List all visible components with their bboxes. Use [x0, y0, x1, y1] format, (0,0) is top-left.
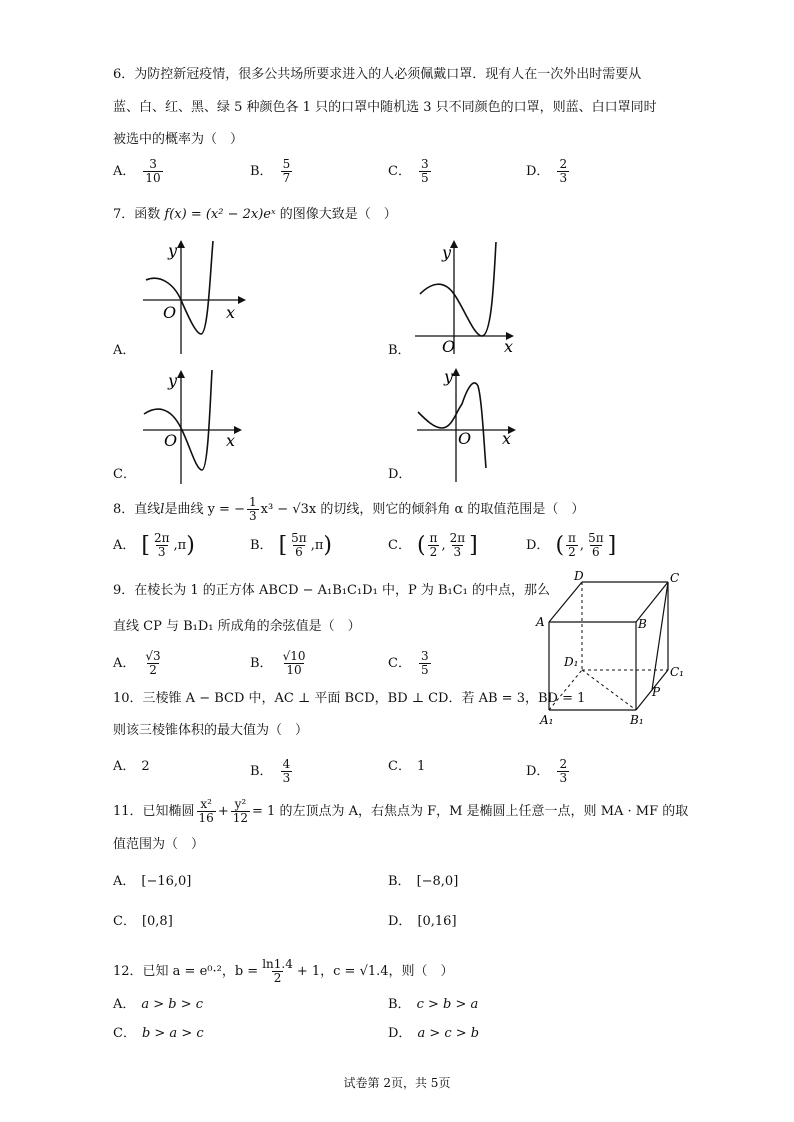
fraction — [566, 532, 578, 559]
option-label: C． — [388, 537, 411, 553]
option-text: [0,16] — [417, 914, 457, 929]
option-text: a > c > b — [417, 1026, 480, 1041]
origin-label: O — [163, 303, 177, 322]
denominator: 3 — [248, 509, 257, 523]
cube-figure — [532, 566, 692, 736]
option-text: [−16,0] — [141, 874, 192, 889]
q11-option-a — [113, 873, 191, 891]
q6-option-d — [526, 158, 571, 185]
q9-line-2: 直线 CP 与 B₁D₁ 所成角的余弦值是（ ） — [113, 619, 361, 634]
vertex-d: D — [574, 569, 584, 583]
option-label: D． — [526, 163, 550, 179]
origin-label: O — [442, 337, 456, 356]
vertex-a: A — [536, 615, 545, 629]
denominator: 12 — [232, 811, 249, 825]
fraction — [281, 650, 308, 677]
numerator: 4 — [282, 757, 291, 771]
vertex-a1: A₁ — [540, 713, 554, 727]
bracket: ) — [186, 532, 195, 558]
q12-option-c — [113, 1025, 204, 1043]
q10-line-2: 则该三棱锥体积的最大值为（ ） — [113, 723, 309, 738]
q7-graph-b — [410, 236, 520, 356]
bracket: ( — [416, 532, 426, 558]
q10-line-1: 10．三棱锥 A − BCD 中，AC ⊥ 平面 BCD，BD ⊥ CD．若 AB = 3，BD = 1 — [113, 691, 586, 706]
interval-rest: ,π — [173, 537, 187, 553]
vertex-d1: D₁ — [564, 655, 579, 669]
origin-label: O — [458, 429, 472, 448]
numerator: 3 — [420, 649, 429, 663]
q11-stem — [113, 798, 688, 825]
origin-label: O — [164, 431, 178, 450]
fraction — [260, 958, 295, 985]
q7-function: f(x) = (x² − 2x)eˣ — [164, 207, 276, 222]
numerator: ln1.4 — [262, 957, 293, 971]
plus-sign: + — [217, 803, 229, 819]
option-label: D． — [388, 1026, 412, 1041]
fraction — [289, 532, 309, 559]
numerator: 2π — [153, 531, 170, 545]
numerator: π — [568, 531, 576, 545]
fraction — [419, 158, 431, 185]
fraction — [143, 650, 162, 677]
option-label: B． — [250, 655, 273, 671]
fraction — [419, 650, 431, 677]
vertex-c1: C₁ — [670, 665, 684, 679]
denominator: 10 — [145, 171, 161, 185]
denominator: 3 — [559, 171, 568, 185]
denominator: 5 — [420, 171, 429, 185]
fraction — [281, 758, 293, 785]
option-label: B． — [388, 997, 411, 1012]
q11-option-c — [113, 913, 173, 931]
y-axis-label: y — [444, 367, 454, 386]
numerator: √10 — [282, 649, 306, 663]
q8-option-c: C． ( $\frac{\pi}{2}$ , $\frac{2\pi}{3}$ ] — [388, 531, 478, 559]
q8-stem — [113, 496, 584, 523]
denominator: 2 — [568, 545, 576, 559]
denominator: 7 — [282, 171, 291, 185]
bracket: ] — [469, 532, 478, 558]
vertex-c: C — [670, 571, 680, 585]
option-label: A． — [113, 163, 136, 179]
option-label: D． — [526, 537, 550, 553]
x-axis-label: x — [226, 303, 236, 322]
option-label: D． — [526, 763, 550, 779]
q6-option-a — [113, 158, 165, 185]
q11-line-2: 值范围为（ ） — [113, 837, 205, 852]
y-axis-label: y — [442, 243, 452, 262]
vertex-b: B — [638, 617, 647, 631]
q9-option-a — [113, 650, 165, 677]
bracket: ] — [607, 532, 617, 558]
q11-option-d — [388, 913, 457, 931]
q12-option-b — [388, 996, 478, 1014]
numerator: 2 — [559, 157, 568, 171]
option-text: [−8,0] — [416, 874, 459, 889]
x-axis-label: x — [502, 429, 512, 448]
q7-prefix: 7．函数 — [113, 207, 165, 222]
q7-graph-d — [412, 364, 522, 484]
fraction — [143, 158, 162, 185]
q12-stem — [113, 958, 454, 985]
q7-label-a: A． — [113, 343, 136, 358]
q6-line-2: 蓝、白、红、黑、绿 5 种颜色各 1 只的口罩中随机选 3 只不同颜色的口罩，则蓝、白口罩同时 — [113, 100, 657, 115]
q10-option-a — [113, 758, 150, 776]
option-text: c > b > a — [416, 997, 479, 1012]
numerator: 2 — [559, 757, 568, 771]
option-label: B． — [250, 537, 273, 553]
option-label: A． — [113, 655, 136, 671]
numerator: 2π — [449, 531, 466, 545]
option-text: a > b > c — [141, 997, 204, 1012]
q12-option-d — [388, 1025, 479, 1043]
q7-stem — [113, 206, 397, 224]
numerator: 1 — [248, 495, 257, 509]
numerator: y² — [234, 797, 247, 811]
q11-suffix: = 1 的左顶点为 A，右焦点为 F，M 是椭圆上任意一点，则 MA · MF 的取 — [252, 803, 689, 819]
denominator: 3 — [282, 771, 291, 785]
q8-option-d: D． ( $\frac{\pi}{2}$ , $\frac{5\pi}{6}$ ] — [526, 531, 617, 559]
fraction — [197, 798, 216, 825]
q12-suffix: + 1，c = √1.4，则（ ） — [296, 963, 454, 979]
option-label: C． — [113, 1026, 136, 1041]
q10-option-d — [526, 758, 571, 785]
vertex-b1: B₁ — [630, 713, 644, 727]
denominator: 6 — [295, 545, 303, 559]
q7-suffix: 的图像大致是（ ） — [275, 207, 397, 222]
option-label: D． — [388, 914, 412, 929]
option-label: B． — [388, 874, 411, 889]
numerator: 3 — [149, 157, 157, 171]
q8-mid2: x³ − √3x 的切线，则它的倾斜角 α 的取值范围是（ ） — [260, 501, 585, 517]
denominator: 3 — [157, 545, 166, 559]
option-label: A． — [113, 537, 136, 553]
numerator: 5 — [282, 157, 291, 171]
q8-option-b — [250, 532, 332, 559]
q7-label-d: D． — [388, 467, 412, 482]
denominator: 2 — [149, 663, 157, 677]
fraction — [152, 532, 172, 559]
option-label: C． — [388, 655, 411, 671]
numerator: x² — [200, 797, 212, 811]
option-text: [0,8] — [141, 914, 173, 929]
q10-option-b — [250, 758, 294, 785]
denominator: 3 — [453, 545, 462, 559]
q6-option-b — [250, 158, 294, 185]
x-axis-label: x — [226, 431, 236, 450]
denominator: 16 — [198, 811, 214, 825]
point-p: P — [652, 685, 661, 699]
q7-graph-c — [138, 366, 248, 486]
denominator: 3 — [559, 771, 568, 785]
denominator: 5 — [420, 663, 429, 677]
q12-option-a — [113, 996, 203, 1014]
option-label: A． — [113, 874, 136, 889]
option-text: b > a > c — [141, 1026, 204, 1041]
denominator: 2 — [429, 545, 438, 559]
q6-line-3: 被选中的概率为（ ） — [113, 132, 244, 147]
q11-option-b — [388, 873, 458, 891]
bracket: ) — [323, 532, 332, 558]
fraction — [231, 798, 250, 825]
interval-rest: ,π — [310, 537, 324, 553]
option-label: A． — [113, 997, 136, 1012]
q7-label-c: C． — [113, 467, 136, 482]
fraction — [247, 496, 259, 523]
bracket: [ — [141, 532, 150, 558]
q11-prefix: 11．已知椭圆 — [113, 803, 195, 819]
q8-option-a — [113, 532, 195, 559]
page-footer: 试卷第 2页，共 5页 — [343, 1076, 451, 1090]
denominator: 10 — [286, 663, 302, 677]
option-label: A． — [113, 759, 136, 774]
option-text: 2 — [141, 759, 150, 774]
denominator: 6 — [592, 545, 600, 559]
x-axis-label: x — [504, 337, 514, 356]
q10-option-c — [388, 758, 425, 776]
fraction — [428, 532, 440, 559]
option-label: C． — [113, 914, 136, 929]
fraction — [557, 758, 569, 785]
q9-option-b — [250, 650, 309, 677]
q8-prefix: 8．直线 — [113, 501, 161, 517]
q8-mid: 是曲线 y = − — [164, 501, 245, 517]
numerator: 3 — [420, 157, 429, 171]
option-text: 1 — [416, 759, 426, 774]
numerator: π — [429, 531, 438, 545]
y-axis-label: y — [168, 241, 178, 260]
fraction — [586, 532, 606, 559]
bracket: ( — [555, 532, 565, 558]
q6-line-1: 6．为防控新冠疫情，很多公共场所要求进入的人必须佩戴口罩．现有人在一次外出时需要从 — [113, 67, 642, 82]
q9-line-1: 9．在棱长为 1 的正方体 ABCD − A₁B₁C₁D₁ 中，P 为 B₁C₁ 的中点，那么 — [113, 583, 551, 598]
option-label: B． — [250, 163, 273, 179]
q7-label-b: B． — [388, 343, 411, 358]
bracket: [ — [278, 532, 288, 558]
numerator: 5π — [588, 531, 604, 545]
q9-option-c — [388, 650, 433, 677]
option-label: C． — [388, 163, 411, 179]
q6-option-c — [388, 158, 433, 185]
fraction — [448, 532, 468, 559]
q8-var: l — [160, 501, 165, 517]
numerator: 5π — [291, 531, 307, 545]
denominator: 2 — [273, 971, 282, 985]
option-label: B． — [250, 763, 273, 779]
numerator: √3 — [145, 649, 161, 663]
q7-graph-a — [138, 236, 248, 356]
fraction — [557, 158, 569, 185]
option-label: C． — [388, 759, 411, 774]
y-axis-label: y — [168, 371, 178, 390]
fraction — [281, 158, 293, 185]
q12-prefix: 12．已知 a = e⁰·²，b = — [113, 963, 259, 979]
